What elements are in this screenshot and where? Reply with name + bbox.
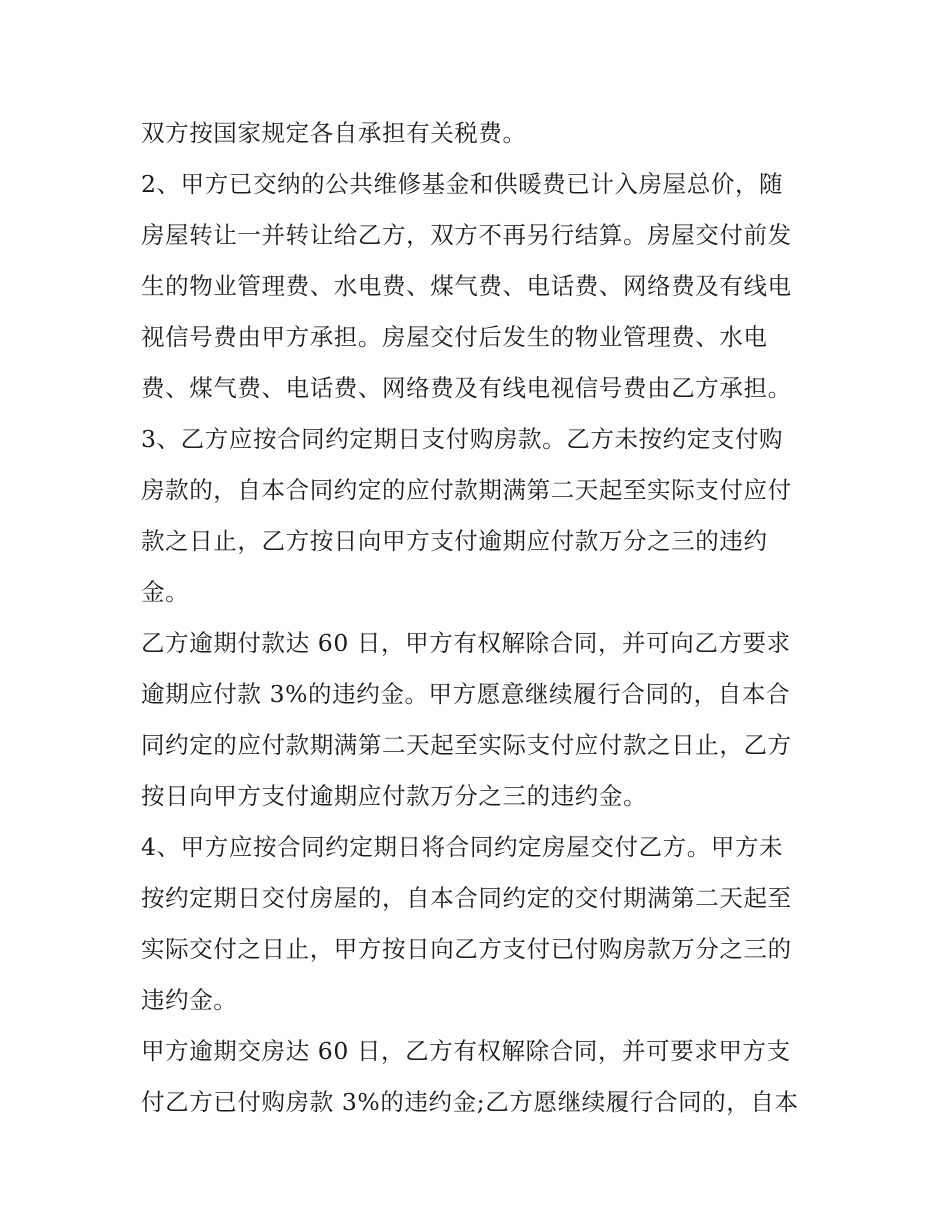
text-line: 视信号费由甲方承担。房屋交付后发生的物业管理费、水电 bbox=[141, 323, 768, 351]
text-line: 房屋转让一并转让给乙方，双方不再另行结算。房屋交付前发 bbox=[141, 221, 792, 249]
text-line: 房款的，自本合同约定的应付款期满第二天起至实际支付应付 bbox=[141, 476, 792, 504]
text-line: 逾期应付款 3%的违约金。甲方愿意继续履行合同的，自本合 bbox=[141, 680, 791, 708]
text-line: 甲方逾期交房达 60 日，乙方有权解除合同，并可要求甲方支 bbox=[141, 1037, 791, 1065]
text-line: 同约定的应付款期满第二天起至实际支付应付款之日止，乙方 bbox=[141, 731, 792, 759]
text-line: 付乙方已付购房款 3%的违约金;乙方愿继续履行合同的，自本 bbox=[141, 1088, 799, 1116]
text-line: 实际交付之日止，甲方按日向乙方支付已付购房款万分之三的 bbox=[141, 935, 792, 963]
text-line: 金。 bbox=[141, 578, 190, 606]
document-body bbox=[141, 108, 821, 1128]
text-line: 2、甲方已交纳的公共维修基金和供暖费已计入房屋总价，随 bbox=[141, 170, 784, 198]
text-line: 乙方逾期付款达 60 日，甲方有权解除合同，并可向乙方要求 bbox=[141, 629, 791, 657]
text-line: 按约定期日交付房屋的，自本合同约定的交付期满第二天起至 bbox=[141, 884, 792, 912]
text-line: 违约金。 bbox=[141, 986, 238, 1014]
text-line: 4、甲方应按合同约定期日将合同约定房屋交付乙方。甲方未 bbox=[141, 833, 784, 861]
text-line: 款之日止，乙方按日向甲方支付逾期应付款万分之三的违约 bbox=[141, 527, 768, 555]
text-line: 3、乙方应按合同约定期日支付购房款。乙方未按约定支付购 bbox=[141, 425, 784, 453]
text-line: 生的物业管理费、水电费、煤气费、电话费、网络费及有线电 bbox=[141, 272, 792, 300]
text-line: 按日向甲方支付逾期应付款万分之三的违约金。 bbox=[141, 782, 648, 810]
text-line: 费、煤气费、电话费、网络费及有线电视信号费由乙方承担。 bbox=[141, 374, 792, 402]
text-line: 双方按国家规定各自承担有关税费。 bbox=[141, 119, 527, 147]
